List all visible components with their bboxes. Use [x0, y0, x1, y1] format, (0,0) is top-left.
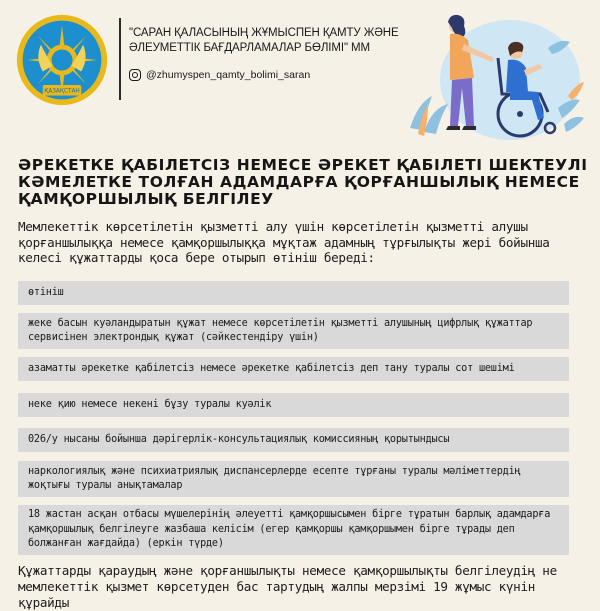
- instagram-icon: [129, 69, 141, 81]
- intro-text: Мемлекеттік көрсетілетін қызметті алу үшін көрсетілетін қызметті алушы қорғаншылыққа немесе қамқоршылыққа мұқтаж адамның тұрғылықты жері бойынша келесі құжаттарды қоса бере отырып өтініш береді:: [18, 219, 550, 265]
- header-divider: [119, 18, 121, 100]
- header: [0, 0, 600, 150]
- wheelchair-caregiver-illustration: [398, 8, 588, 148]
- document-label: 18 жастан асқан отбасы мүшелерінің әлеуетті қамқоршысымен бірге тұратын барлық адамдарға қамқоршылық белгілеуге жазбаша келісім (егер қамқоршы қамқоршымен бірге тұрады деп болжанған жағдайда) (еркін түрде): [28, 509, 551, 550]
- document-label: азаматты әрекетке қабілетсіз немесе әрекетке қабілетсіз деп тану туралы сот шешімі: [28, 362, 515, 374]
- document-label: наркологиялық және психиатриялық диспансерлерде есепте тұрғаны туралы мәліметтердің жоқтығы туралы анықтамалар: [28, 465, 521, 491]
- list-item: [18, 357, 569, 381]
- document-label: 026/у нысаны бойынша дәрігерлік-консультациялық комиссияның қорытындысы: [28, 433, 450, 445]
- document-label: жеке басын куәландыратын құжат немесе көрсетілетін қызметті алушының цифрлық құжаттар сервисінен электрондық құжат (сәйкестендіру үшін): [28, 317, 533, 343]
- document-label: неке қию немесе некені бұзу туралы куәлік: [28, 398, 272, 410]
- document-label: өтініш: [28, 286, 64, 298]
- list-item: [18, 461, 569, 497]
- state-emblem-icon: [14, 12, 110, 108]
- list-item: [18, 393, 569, 417]
- list-item: [18, 428, 569, 452]
- instagram-handle: @zhumyspen_qamty_bolimi_saran: [146, 69, 311, 81]
- processing-time-note: Құжаттарды қараудың және қорғаншылықты немесе қамқоршылықты белгілеудің не мемлекеттік қызмет көрсетуден бас тартудың жалпы мерзімі 19 жұмыс күнін құрайды: [18, 563, 557, 610]
- list-item: [18, 505, 569, 555]
- page-title: ӘРЕКЕТКЕ ҚАБІЛЕТСІЗ НЕМЕСЕ ӘРЕКЕТ ҚАБІЛЕТІ ШЕКТЕУЛІ КӘМЕЛЕТКЕ ТОЛҒАН АДАМДАРҒА ҚОРҒАНШЫЛЫҚ НЕМЕСЕ ҚАМҚОРШЫЛЫҚ БЕЛГІЛЕУ: [18, 156, 588, 208]
- list-item: [18, 313, 569, 349]
- svg-text:ҚАЗАҚСТАН: ҚАЗАҚСТАН: [44, 88, 80, 95]
- organization-title: "САРАН ҚАЛАСЫНЫҢ ЖҰМЫСПЕН ҚАМТУ ЖӘНЕ ӘЛЕУМЕТТІК БАҒДАРЛАМАЛАР БӨЛІМІ" ММ: [129, 27, 399, 54]
- list-item: [18, 281, 569, 305]
- instagram-link[interactable]: [129, 67, 310, 83]
